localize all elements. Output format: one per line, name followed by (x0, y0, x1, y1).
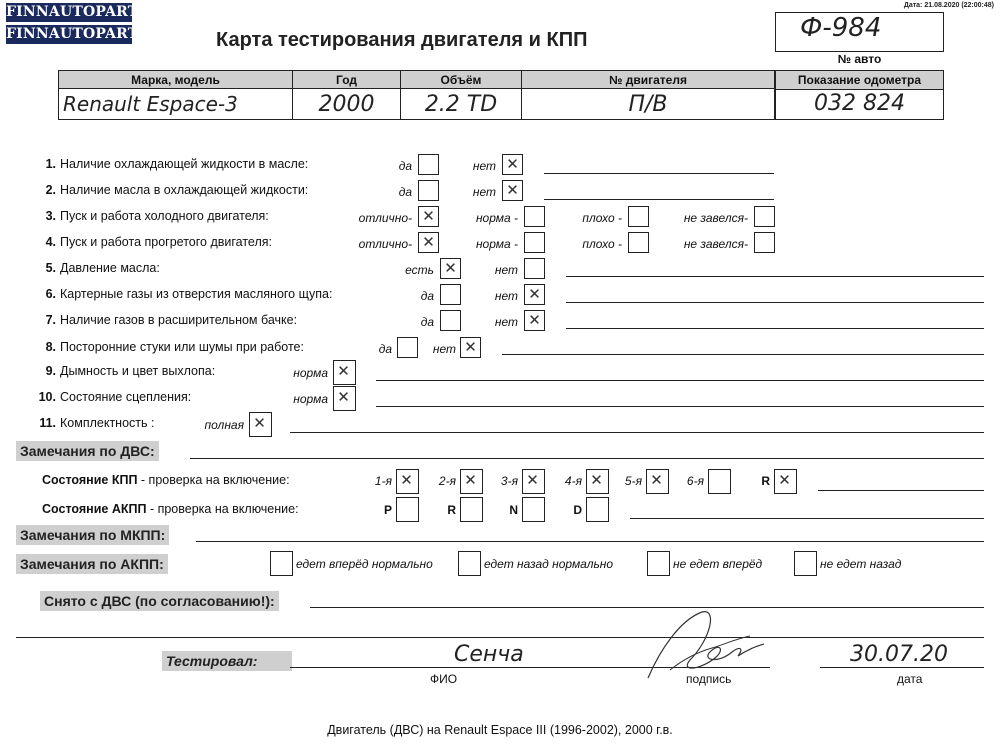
q7-opt-no-mark: ✕ (528, 311, 541, 329)
q2-opt-yes-label: да (398, 185, 412, 199)
name-field-label: ФИО (430, 672, 458, 686)
q1-opt-no-mark: ✕ (506, 155, 519, 173)
question-8: 8. Посторонние стуки или шумы при работе: (45, 340, 304, 354)
section-removed: Снято с ДВС (по согласованию!): (40, 591, 279, 611)
gear-4-mark: ✕ (590, 471, 603, 489)
akpp-mode-p-label: P (383, 503, 392, 517)
q1-opt-yes-checkbox[interactable] (418, 154, 439, 175)
question-7: 7. Наличие газов в расширительном бачке: (45, 313, 298, 327)
signature-field-label: подпись (686, 672, 732, 686)
q3-opt-normal-checkbox[interactable] (524, 206, 545, 227)
auto-number-value: Ф-984 (800, 13, 882, 43)
q7-opt-no-label: нет (494, 315, 518, 329)
q11-opt-full-mark: ✕ (253, 414, 266, 432)
akpp-mode-r-label: R (447, 503, 456, 517)
q3-opt-excellent-label: отлично- (358, 211, 412, 225)
q3-opt-normal-label: норма - (475, 211, 518, 225)
q5-opt-yes-label: есть (405, 263, 434, 277)
q6-opt-no-mark: ✕ (528, 285, 541, 303)
q2-opt-no-label: нет (472, 185, 496, 199)
q3-opt-bad-checkbox[interactable] (628, 206, 649, 227)
question-9: 9. Дымность и цвет выхлопа: (45, 364, 216, 378)
q4-opt-normal-label: норма - (475, 237, 518, 251)
akpp-forward-ok-checkbox[interactable] (270, 551, 293, 576)
q7-opt-yes-checkbox[interactable] (440, 310, 461, 331)
akpp-no-forward-checkbox[interactable] (647, 551, 670, 576)
question-11: 11. Комплектность : (39, 416, 155, 430)
q3-opt-excellent-mark: ✕ (422, 207, 435, 225)
q7-opt-yes-label: да (420, 315, 434, 329)
q5-opt-no-checkbox[interactable] (524, 258, 545, 279)
q4-opt-bad-checkbox[interactable] (628, 232, 649, 253)
question-5: 5. Давление масла: (45, 261, 160, 275)
question-3: 3. Пуск и работа холодного двигателя: (45, 209, 269, 223)
gear-4-label: 4-я (564, 474, 582, 488)
section-mkpp-notes: Замечания по МКПП: (16, 525, 169, 545)
akpp-mode-d-checkbox[interactable] (586, 497, 609, 522)
header-volume: Объём (401, 71, 522, 89)
q3-opt-nostart-label: не завелся- (683, 211, 748, 225)
akpp-forward-ok-label: едет вперёд нормально (296, 557, 433, 571)
gear-r-label: R (761, 474, 770, 488)
q5-notes-line (566, 276, 984, 277)
gear-1-label: 1-я (374, 474, 392, 488)
q9-notes-line (376, 380, 984, 381)
date-line (820, 667, 984, 668)
q6-opt-yes-checkbox[interactable] (440, 284, 461, 305)
q10-notes-line (376, 406, 984, 407)
q5-opt-yes-mark: ✕ (444, 259, 457, 277)
value-volume: 2.2 TD (401, 89, 522, 120)
page-title: Карта тестирования двигателя и КПП (216, 29, 588, 51)
akpp-check-label: Состояние АКПП - проверка на включение: (42, 502, 299, 516)
question-10: 10. Состояние сцепления: (38, 390, 192, 404)
q1-notes-line (544, 173, 774, 174)
auto-number-label: № авто (837, 52, 882, 66)
q1-opt-no-label: нет (472, 159, 496, 173)
akpp-mode-r-checkbox[interactable] (460, 497, 483, 522)
gear-r-mark: ✕ (778, 471, 791, 489)
q6-notes-line (566, 302, 984, 303)
akpp-mode-n-checkbox[interactable] (522, 497, 545, 522)
value-engine-number: П/В (522, 89, 775, 120)
q3-opt-nostart-checkbox[interactable] (754, 206, 775, 227)
q4-opt-excellent-label: отлично- (358, 237, 412, 251)
q2-opt-yes-checkbox[interactable] (418, 180, 439, 201)
q10-opt-normal-mark: ✕ (337, 388, 350, 406)
q4-opt-nostart-label: не завелся- (683, 237, 748, 251)
gear-2-mark: ✕ (464, 471, 477, 489)
akpp-mode-d-label: D (573, 503, 582, 517)
q9-opt-normal-mark: ✕ (337, 362, 350, 380)
value-year: 2000 (293, 89, 401, 120)
gear-3-mark: ✕ (526, 471, 539, 489)
question-2: 2. Наличие масла в охлаждающей жидкости: (45, 183, 309, 197)
akpp-no-forward-label: не едет вперёд (673, 557, 763, 571)
date-field-label: дата (897, 672, 923, 686)
q2-opt-no-mark: ✕ (506, 181, 519, 199)
header-make-model: Марка, модель (59, 71, 293, 89)
tester-name-value: Сенча (454, 642, 524, 667)
q4-opt-nostart-checkbox[interactable] (754, 232, 775, 253)
date-stamp: Дата: 21.08.2020 (22:00:48) (903, 2, 994, 9)
akpp-no-reverse-checkbox[interactable] (794, 551, 817, 576)
gear-5-label: 5-я (624, 474, 642, 488)
q8-opt-no-mark: ✕ (464, 338, 477, 356)
q5-opt-no-label: нет (494, 263, 518, 277)
section-dvs-notes: Замечания по ДВС: (16, 441, 159, 461)
gear-6-label: 6-я (686, 474, 704, 488)
q8-notes-line (502, 354, 984, 355)
value-make-model: Renault Espace-3 (59, 89, 293, 120)
q6-opt-no-label: нет (494, 289, 518, 303)
gear-6-checkbox[interactable] (708, 469, 731, 494)
kpp-notes-line (818, 490, 984, 491)
q8-opt-yes-label: да (378, 342, 392, 356)
header-odometer: Показание одометра (775, 70, 944, 90)
image-caption: Двигатель (ДВС) на Renault Espace III (1996-2002), 2000 г.в. (327, 723, 673, 737)
dvs-notes-line (190, 458, 984, 459)
q2-notes-line (544, 199, 774, 200)
q11-notes-line (290, 432, 984, 433)
akpp-mode-p-checkbox[interactable] (396, 497, 419, 522)
akpp-reverse-ok-label: едет назад нормально (484, 557, 614, 571)
kpp-check-label: Состояние КПП - проверка на включение: (42, 473, 290, 487)
value-odometer: 032 824 (775, 88, 944, 120)
q10-opt-normal-label: норма (293, 392, 328, 406)
q3-opt-bad-label: плохо - (582, 211, 622, 225)
akpp-no-reverse-label: не едет назад (820, 557, 902, 571)
q7-notes-line (566, 328, 984, 329)
q4-opt-normal-checkbox[interactable] (524, 232, 545, 253)
section-akpp-notes: Замечания по АКПП: (16, 554, 168, 574)
gear-5-mark: ✕ (650, 471, 663, 489)
q6-opt-yes-label: да (420, 289, 434, 303)
question-6: 6. Картерные газы из отверстия масляного щупа: (45, 287, 333, 301)
brand-logo: FINNAUTOPARTS (6, 4, 149, 20)
engine-info-table (58, 70, 775, 120)
akpp-notes-line (630, 518, 984, 519)
q4-opt-excellent-mark: ✕ (422, 233, 435, 251)
removed-line-2 (16, 637, 984, 638)
gear-2-label: 2-я (438, 474, 456, 488)
header-year: Год (293, 71, 401, 89)
q4-opt-bad-label: плохо - (582, 237, 622, 251)
q9-opt-normal-label: норма (293, 366, 328, 380)
q8-opt-no-label: нет (432, 342, 456, 356)
akpp-mode-n-label: N (509, 503, 518, 517)
mkpp-notes-line (196, 541, 984, 542)
question-1: 1. Наличие охлаждающей жидкости в масле: (45, 157, 309, 171)
date-value: 30.07.20 (850, 642, 948, 667)
q11-opt-full-label: полная (204, 418, 244, 432)
header-engine-number: № двигателя (522, 71, 775, 89)
question-4: 4. Пуск и работа прогретого двигателя: (45, 235, 272, 249)
gear-1-mark: ✕ (400, 471, 413, 489)
gear-3-label: 3-я (500, 474, 518, 488)
q1-opt-yes-label: да (398, 159, 412, 173)
akpp-reverse-ok-checkbox[interactable] (458, 551, 481, 576)
brand-logo-secondary: FINNAUTOPARTS (6, 26, 149, 42)
q8-opt-yes-checkbox[interactable] (397, 337, 418, 358)
section-tested: Тестировал: (162, 651, 292, 671)
